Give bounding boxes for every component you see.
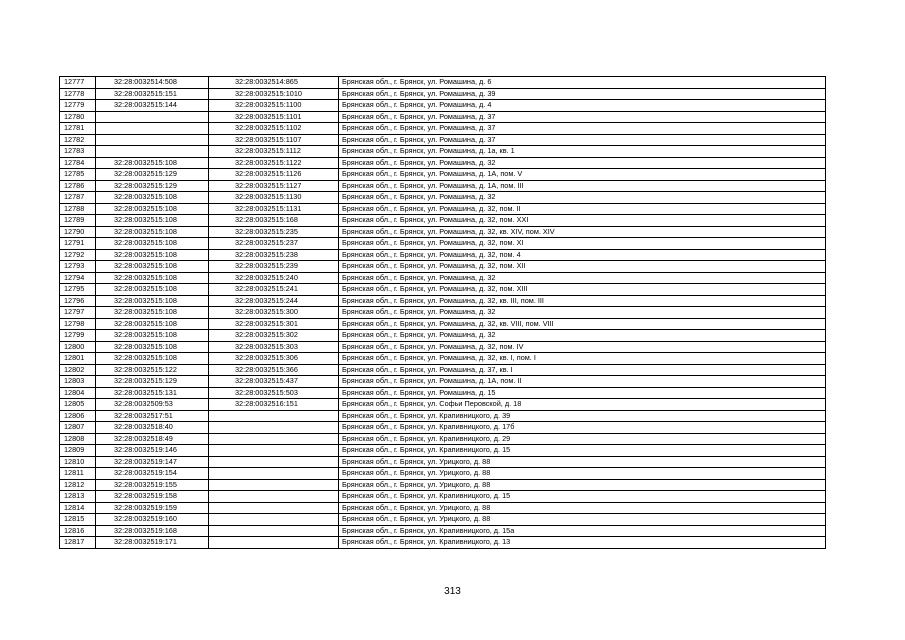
parcel-cadastral-number: 32:28:0032515:108 [96, 284, 209, 296]
table-row [60, 272, 826, 284]
object-cadastral-number: 32:28:0032515:244 [209, 295, 339, 307]
address: Брянская обл., г. Брянск, ул. Крапивницкого, д. 15а [339, 525, 826, 537]
address: Брянская обл., г. Брянск, ул. Крапивницкого, д. 15 [339, 491, 826, 503]
object-cadastral-number: 32:28:0032515:300 [209, 307, 339, 319]
address: Брянская обл., г. Брянск, ул. Крапивницкого, д. 13 [339, 537, 826, 549]
parcel-cadastral-number [96, 111, 209, 123]
address: Брянская обл., г. Брянск, ул. Ромашина, д. 32, кв. I, пом. I [339, 353, 826, 365]
object-cadastral-number: 32:28:0032515:239 [209, 261, 339, 273]
object-cadastral-number: 32:28:0032515:1100 [209, 100, 339, 112]
table-row [60, 410, 826, 422]
parcel-cadastral-number: 32:28:0032514:508 [96, 77, 209, 89]
address: Брянская обл., г. Брянск, ул. Ромашина, д. 1А, пом. III [339, 180, 826, 192]
address: Брянская обл., г. Брянск, ул. Ромашина, д. 32, пом. XXI [339, 215, 826, 227]
parcel-cadastral-number: 32:28:0032515:108 [96, 226, 209, 238]
object-cadastral-number: 32:28:0032515:1130 [209, 192, 339, 204]
table-row [60, 203, 826, 215]
object-cadastral-number: 32:28:0032514:865 [209, 77, 339, 89]
address: Брянская обл., г. Брянск, ул. Ромашина, д. 32, пом. IV [339, 341, 826, 353]
row-number: 12809 [60, 445, 96, 457]
address: Брянская обл., г. Брянск, ул. Ромашина, д. 37 [339, 123, 826, 135]
row-number: 12788 [60, 203, 96, 215]
table-row [60, 353, 826, 365]
table-row [60, 307, 826, 319]
parcel-cadastral-number: 32:28:0032519:168 [96, 525, 209, 537]
object-cadastral-number: 32:28:0032515:303 [209, 341, 339, 353]
object-cadastral-number [209, 433, 339, 445]
parcel-cadastral-number: 32:28:0032515:108 [96, 307, 209, 319]
address: Брянская обл., г. Брянск, ул. Ромашина, д. 39 [339, 88, 826, 100]
table-row [60, 157, 826, 169]
table-row [60, 422, 826, 434]
address: Брянская обл., г. Брянск, ул. Ромашина, д. 32, пом. XIII [339, 284, 826, 296]
table-row [60, 226, 826, 238]
row-number: 12808 [60, 433, 96, 445]
parcel-cadastral-number: 32:28:0032519:160 [96, 514, 209, 526]
row-number: 12799 [60, 330, 96, 342]
parcel-cadastral-number: 32:28:0032515:108 [96, 295, 209, 307]
object-cadastral-number: 32:28:0032515:366 [209, 364, 339, 376]
table-row [60, 537, 826, 549]
object-cadastral-number: 32:28:0032515:235 [209, 226, 339, 238]
row-number: 12816 [60, 525, 96, 537]
address: Брянская обл., г. Брянск, ул. Ромашина, д. 1А, пом. V [339, 169, 826, 181]
parcel-cadastral-number: 32:28:0032515:108 [96, 272, 209, 284]
table-row [60, 215, 826, 227]
parcel-cadastral-number [96, 123, 209, 135]
row-number: 12806 [60, 410, 96, 422]
table-row [60, 445, 826, 457]
object-cadastral-number: 32:28:0032515:1101 [209, 111, 339, 123]
object-cadastral-number: 32:28:0032515:1010 [209, 88, 339, 100]
parcel-cadastral-number: 32:28:0032515:108 [96, 341, 209, 353]
address: Брянская обл., г. Брянск, ул. Ромашина, д. 32, пом. XII [339, 261, 826, 273]
page-number: 313 [444, 586, 461, 597]
address: Брянская обл., г. Брянск, ул. Ромашина, д. 15 [339, 387, 826, 399]
object-cadastral-number: 32:28:0032515:306 [209, 353, 339, 365]
row-number: 12810 [60, 456, 96, 468]
parcel-cadastral-number: 32:28:0032515:108 [96, 192, 209, 204]
row-number: 12797 [60, 307, 96, 319]
address: Брянская обл., г. Брянск, ул. Урицкого, д. 88 [339, 514, 826, 526]
table-row [60, 387, 826, 399]
row-number: 12779 [60, 100, 96, 112]
address: Брянская обл., г. Брянск, ул. Ромашина, д. 32, пом. XI [339, 238, 826, 250]
row-number: 12807 [60, 422, 96, 434]
parcel-cadastral-number: 32:28:0032515:108 [96, 215, 209, 227]
parcel-cadastral-number: 32:28:0032519:155 [96, 479, 209, 491]
row-number: 12801 [60, 353, 96, 365]
parcel-cadastral-number: 32:28:0032515:108 [96, 157, 209, 169]
object-cadastral-number: 32:28:0032515:301 [209, 318, 339, 330]
parcel-cadastral-number: 32:28:0032515:108 [96, 238, 209, 250]
table-row [60, 249, 826, 261]
address: Брянская обл., г. Брянск, ул. Урицкого, д. 88 [339, 502, 826, 514]
row-number: 12786 [60, 180, 96, 192]
object-cadastral-number: 32:28:0032515:240 [209, 272, 339, 284]
address: Брянская обл., г. Брянск, ул. Урицкого, д. 88 [339, 479, 826, 491]
address: Брянская обл., г. Брянск, ул. Крапивницкого, д. 17б [339, 422, 826, 434]
object-cadastral-number: 32:28:0032515:1102 [209, 123, 339, 135]
table-row [60, 525, 826, 537]
table-row [60, 330, 826, 342]
parcel-cadastral-number: 32:28:0032515:129 [96, 169, 209, 181]
parcel-cadastral-number: 32:28:0032518:49 [96, 433, 209, 445]
object-cadastral-number: 32:28:0032515:238 [209, 249, 339, 261]
parcel-cadastral-number [96, 134, 209, 146]
table-row [60, 399, 826, 411]
parcel-cadastral-number: 32:28:0032515:108 [96, 203, 209, 215]
address: Брянская обл., г. Брянск, ул. Ромашина, д. 32, кв. III, пом. III [339, 295, 826, 307]
table-row [60, 514, 826, 526]
table-row [60, 502, 826, 514]
cadastral-table [59, 76, 826, 549]
object-cadastral-number: 32:28:0032515:1131 [209, 203, 339, 215]
row-number: 12793 [60, 261, 96, 273]
object-cadastral-number [209, 537, 339, 549]
address: Брянская обл., г. Брянск, ул. Ромашина, д. 1а, кв. 1 [339, 146, 826, 158]
table-row [60, 88, 826, 100]
address: Брянская обл., г. Брянск, ул. Ромашина, д. 32, кв. VIII, пом. VIII [339, 318, 826, 330]
parcel-cadastral-number: 32:28:0032515:151 [96, 88, 209, 100]
row-number: 12800 [60, 341, 96, 353]
row-number: 12803 [60, 376, 96, 388]
table-row [60, 295, 826, 307]
object-cadastral-number [209, 422, 339, 434]
address: Брянская обл., г. Брянск, ул. Ромашина, д. 32 [339, 307, 826, 319]
row-number: 12802 [60, 364, 96, 376]
object-cadastral-number [209, 410, 339, 422]
row-number: 12791 [60, 238, 96, 250]
parcel-cadastral-number: 32:28:0032519:171 [96, 537, 209, 549]
address: Брянская обл., г. Брянск, ул. Ромашина, д. 4 [339, 100, 826, 112]
table-row [60, 77, 826, 89]
parcel-cadastral-number: 32:28:0032515:108 [96, 249, 209, 261]
table-row [60, 238, 826, 250]
parcel-cadastral-number: 32:28:0032515:108 [96, 318, 209, 330]
address: Брянская обл., г. Брянск, ул. Ромашина, д. 32, кв. XIV, пом. XIV [339, 226, 826, 238]
row-number: 12792 [60, 249, 96, 261]
table-row [60, 341, 826, 353]
row-number: 12813 [60, 491, 96, 503]
address: Брянская обл., г. Брянск, ул. Ромашина, д. 37 [339, 134, 826, 146]
parcel-cadastral-number: 32:28:0032515:129 [96, 180, 209, 192]
parcel-cadastral-number [96, 146, 209, 158]
table-row [60, 192, 826, 204]
object-cadastral-number [209, 468, 339, 480]
table-row [60, 284, 826, 296]
parcel-cadastral-number: 32:28:0032515:108 [96, 330, 209, 342]
object-cadastral-number [209, 491, 339, 503]
parcel-cadastral-number: 32:28:0032519:146 [96, 445, 209, 457]
table-row [60, 364, 826, 376]
table-row [60, 468, 826, 480]
object-cadastral-number: 32:28:0032515:241 [209, 284, 339, 296]
parcel-cadastral-number: 32:28:0032519:147 [96, 456, 209, 468]
object-cadastral-number: 32:28:0032516:151 [209, 399, 339, 411]
object-cadastral-number: 32:28:0032515:1127 [209, 180, 339, 192]
row-number: 12817 [60, 537, 96, 549]
object-cadastral-number [209, 525, 339, 537]
table-row [60, 100, 826, 112]
parcel-cadastral-number: 32:28:0032519:154 [96, 468, 209, 480]
address: Брянская обл., г. Брянск, ул. Ромашина, д. 32 [339, 157, 826, 169]
row-number: 12798 [60, 318, 96, 330]
table-row [60, 111, 826, 123]
parcel-cadastral-number: 32:28:0032515:129 [96, 376, 209, 388]
row-number: 12785 [60, 169, 96, 181]
row-number: 12784 [60, 157, 96, 169]
address: Брянская обл., г. Брянск, ул. Ромашина, д. 6 [339, 77, 826, 89]
address: Брянская обл., г. Брянск, ул. Урицкого, д. 88 [339, 468, 826, 480]
row-number: 12782 [60, 134, 96, 146]
row-number: 12815 [60, 514, 96, 526]
address: Брянская обл., г. Брянск, ул. Ромашина, д. 32 [339, 272, 826, 284]
parcel-cadastral-number: 32:28:0032519:158 [96, 491, 209, 503]
row-number: 12796 [60, 295, 96, 307]
row-number: 12790 [60, 226, 96, 238]
object-cadastral-number: 32:28:0032515:437 [209, 376, 339, 388]
object-cadastral-number: 32:28:0032515:237 [209, 238, 339, 250]
address: Брянская обл., г. Брянск, ул. Урицкого, д. 88 [339, 456, 826, 468]
object-cadastral-number: 32:28:0032515:302 [209, 330, 339, 342]
table-row [60, 456, 826, 468]
object-cadastral-number [209, 445, 339, 457]
address: Брянская обл., г. Брянск, ул. Ромашина, д. 32 [339, 192, 826, 204]
object-cadastral-number: 32:28:0032515:1126 [209, 169, 339, 181]
object-cadastral-number: 32:28:0032515:1107 [209, 134, 339, 146]
row-number: 12778 [60, 88, 96, 100]
object-cadastral-number [209, 502, 339, 514]
address: Брянская обл., г. Брянск, ул. Ромашина, д. 32, пом. 4 [339, 249, 826, 261]
parcel-cadastral-number: 32:28:0032519:159 [96, 502, 209, 514]
object-cadastral-number: 32:28:0032515:503 [209, 387, 339, 399]
table-row [60, 318, 826, 330]
table-row [60, 146, 826, 158]
parcel-cadastral-number: 32:28:0032515:144 [96, 100, 209, 112]
row-number: 12804 [60, 387, 96, 399]
address: Брянская обл., г. Брянск, ул. Крапивницкого, д. 29 [339, 433, 826, 445]
row-number: 12794 [60, 272, 96, 284]
row-number: 12777 [60, 77, 96, 89]
address: Брянская обл., г. Брянск, ул. Крапивницкого, д. 15 [339, 445, 826, 457]
cadastral-table-body [60, 77, 826, 549]
parcel-cadastral-number: 32:28:0032515:108 [96, 261, 209, 273]
parcel-cadastral-number: 32:28:0032515:122 [96, 364, 209, 376]
row-number: 12811 [60, 468, 96, 480]
row-number: 12805 [60, 399, 96, 411]
object-cadastral-number [209, 479, 339, 491]
object-cadastral-number [209, 514, 339, 526]
parcel-cadastral-number: 32:28:0032515:131 [96, 387, 209, 399]
object-cadastral-number: 32:28:0032515:168 [209, 215, 339, 227]
row-number: 12780 [60, 111, 96, 123]
address: Брянская обл., г. Брянск, ул. Крапивницкого, д. 39 [339, 410, 826, 422]
address: Брянская обл., г. Брянск, ул. Ромашина, д. 32, пом. II [339, 203, 826, 215]
object-cadastral-number [209, 456, 339, 468]
table-row [60, 491, 826, 503]
table-row [60, 261, 826, 273]
row-number: 12783 [60, 146, 96, 158]
table-row [60, 180, 826, 192]
parcel-cadastral-number: 32:28:0032515:108 [96, 353, 209, 365]
table-row [60, 479, 826, 491]
row-number: 12787 [60, 192, 96, 204]
parcel-cadastral-number: 32:28:0032518:40 [96, 422, 209, 434]
table-row [60, 123, 826, 135]
address: Брянская обл., г. Брянск, ул. Софьи Перовской, д. 18 [339, 399, 826, 411]
address: Брянская обл., г. Брянск, ул. Ромашина, д. 1А, пом. II [339, 376, 826, 388]
address: Брянская обл., г. Брянск, ул. Ромашина, д. 37, кв. I [339, 364, 826, 376]
row-number: 12814 [60, 502, 96, 514]
object-cadastral-number: 32:28:0032515:1112 [209, 146, 339, 158]
parcel-cadastral-number: 32:28:0032509:53 [96, 399, 209, 411]
table-row [60, 376, 826, 388]
table-row [60, 134, 826, 146]
table-row [60, 169, 826, 181]
row-number: 12789 [60, 215, 96, 227]
parcel-cadastral-number: 32:28:0032517:51 [96, 410, 209, 422]
address: Брянская обл., г. Брянск, ул. Ромашина, д. 37 [339, 111, 826, 123]
row-number: 12781 [60, 123, 96, 135]
table-row [60, 433, 826, 445]
address: Брянская обл., г. Брянск, ул. Ромашина, д. 32 [339, 330, 826, 342]
object-cadastral-number: 32:28:0032515:1122 [209, 157, 339, 169]
row-number: 12795 [60, 284, 96, 296]
row-number: 12812 [60, 479, 96, 491]
